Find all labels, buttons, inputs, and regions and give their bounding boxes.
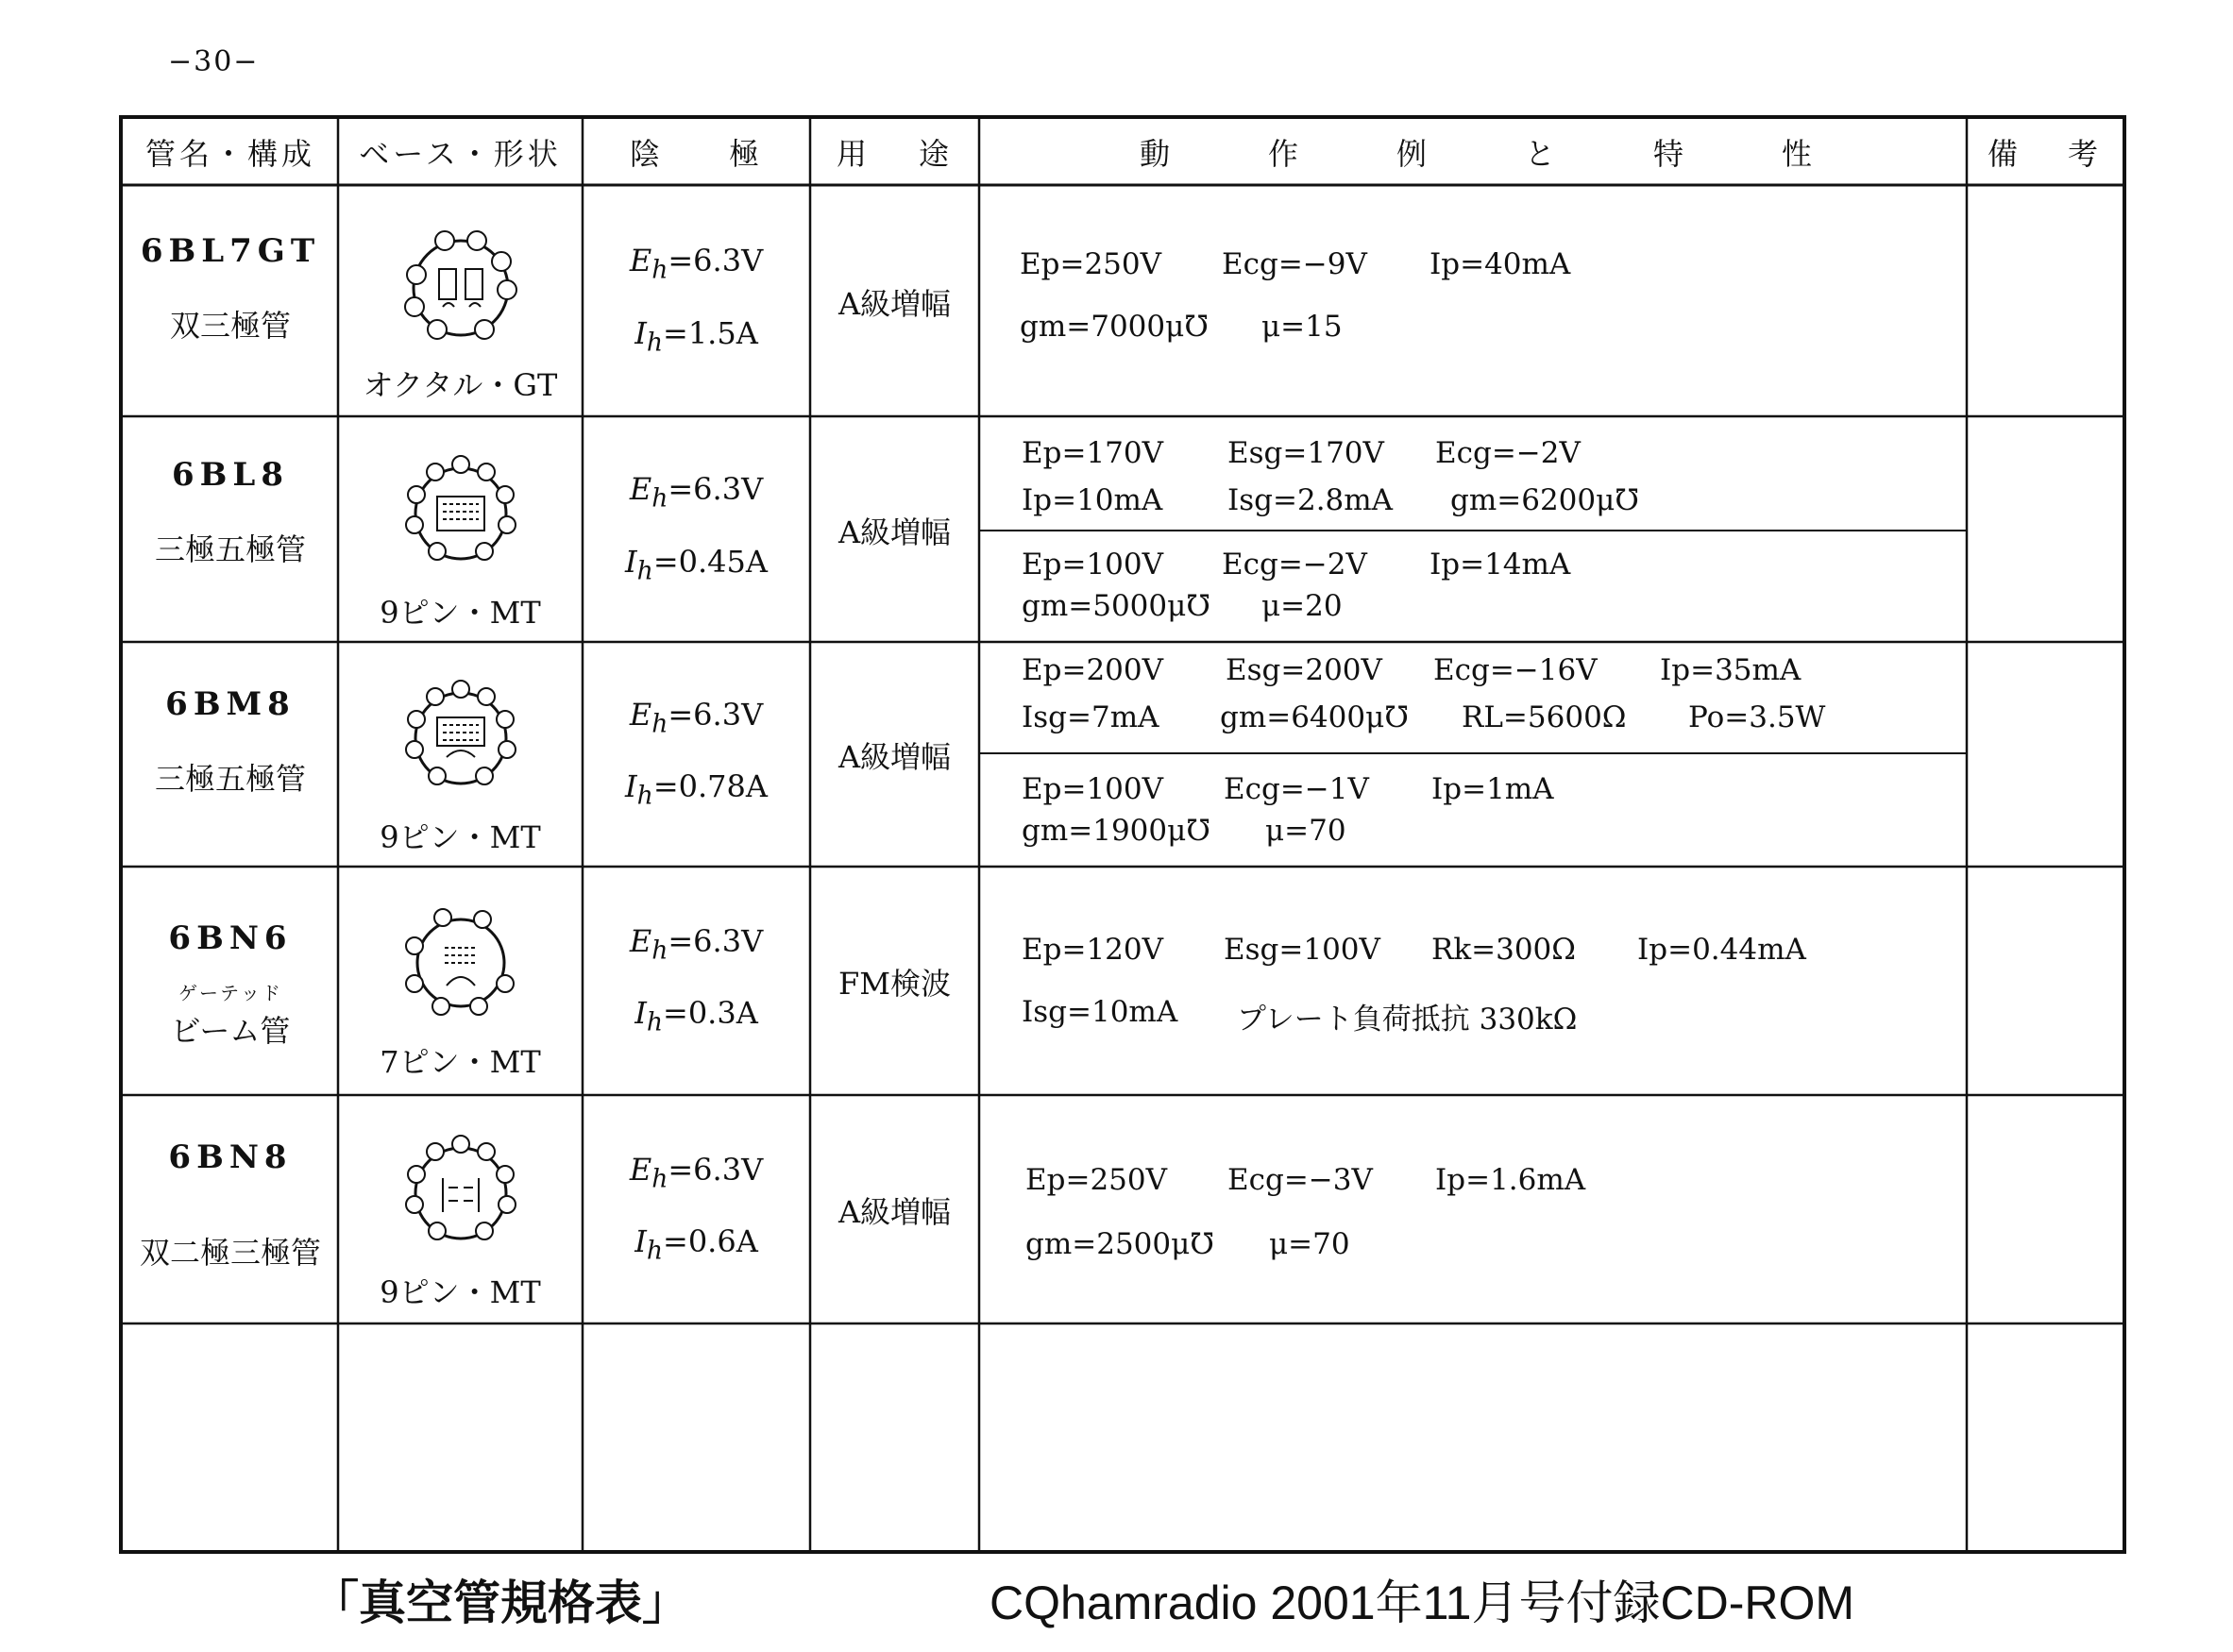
tube-desc-small: ゲーテッド xyxy=(178,982,282,1004)
tube-cell xyxy=(123,644,338,867)
op-value: Ip=14mA xyxy=(1429,548,1571,582)
heater-current: $I_h=1.5A$ xyxy=(634,314,758,357)
op-value: Esg=170V xyxy=(1227,436,1384,470)
tube-cell xyxy=(123,418,338,642)
op-value: Ep=120V xyxy=(1022,933,1164,967)
op-value: プレート負荷抵抗 330kΩ xyxy=(1237,1003,1578,1037)
op-value: Ip=1mA xyxy=(1431,772,1554,806)
base-label: オクタル・GT xyxy=(363,367,558,403)
heater-voltage: $E_h=6.3V$ xyxy=(629,471,764,514)
tube-name: 6BL7GT xyxy=(140,232,321,270)
op-value: Ep=100V xyxy=(1022,772,1164,806)
op-value: Ip=1.6mA xyxy=(1435,1163,1586,1197)
op-value: Ep=250V xyxy=(1025,1163,1168,1197)
op-value: gm=2500μ℧ xyxy=(1025,1227,1214,1261)
cathode-cell xyxy=(583,418,810,642)
tube-cell xyxy=(123,187,338,416)
header-name: 管名・構成 xyxy=(144,136,315,172)
heater-voltage: $E_h=6.3V$ xyxy=(629,1151,764,1193)
tube-cell xyxy=(123,868,338,1095)
op-value: Esg=100V xyxy=(1224,933,1380,967)
cathode-cell xyxy=(583,868,810,1095)
op-value: Ip=10mA xyxy=(1022,483,1163,517)
cathode-cell xyxy=(583,1097,810,1323)
op-value: Po=3.5W xyxy=(1688,700,1826,734)
tube-cell xyxy=(123,1097,338,1323)
base-cell xyxy=(338,187,583,416)
header-use-b: 途 xyxy=(918,136,953,172)
op-value: Ecg=−2V xyxy=(1222,548,1367,582)
op-value: gm=6200μ℧ xyxy=(1450,483,1639,517)
op-value: μ=15 xyxy=(1261,310,1343,344)
op-value: Isg=2.8mA xyxy=(1227,483,1394,517)
tube-name: 6BN8 xyxy=(168,1138,293,1176)
op-value: Isg=7mA xyxy=(1022,700,1159,734)
base-label: 9ピン・MT xyxy=(380,819,541,855)
op-value: Ecg=−3V xyxy=(1227,1163,1373,1197)
op-value: gm=6400μ℧ xyxy=(1220,700,1409,734)
tube-desc: 三極五極管 xyxy=(154,761,306,797)
header-ops-0: 動 xyxy=(1140,136,1175,172)
tube-desc: 双三極管 xyxy=(169,308,291,344)
heater-current: $I_h=0.3A$ xyxy=(634,995,758,1037)
op-value: Esg=200V xyxy=(1226,653,1382,687)
use-cell: A級増幅 xyxy=(837,1194,952,1230)
op-value: Ep=250V xyxy=(1020,247,1162,281)
tube-base-diagram-icon xyxy=(390,1121,532,1263)
heater-voltage: $E_h=6.3V$ xyxy=(629,243,764,285)
op-value: Ip=0.44mA xyxy=(1637,933,1806,967)
op-value: Ecg=−9V xyxy=(1222,247,1367,281)
op-value: Ep=200V xyxy=(1022,653,1164,687)
tube-desc: 三極五極管 xyxy=(154,531,306,567)
header-ops-5: 性 xyxy=(1781,136,1816,172)
use-cell: A級増幅 xyxy=(837,739,952,775)
op-value: Ip=35mA xyxy=(1660,653,1802,687)
header-ops-2: 例 xyxy=(1396,136,1430,172)
header-cathode-b: 極 xyxy=(728,136,763,172)
header-notes-b: 考 xyxy=(2067,136,2102,172)
use-cell: FM検波 xyxy=(838,966,951,1002)
header-use xyxy=(810,119,979,185)
header-notes xyxy=(1967,119,2123,185)
op-value: Ip=40mA xyxy=(1429,247,1571,281)
heater-current: $I_h=0.45A$ xyxy=(625,543,768,585)
footer-title: 「真空管規格表」 xyxy=(312,1576,689,1629)
tube-name: 6BM8 xyxy=(165,685,296,723)
base-cell xyxy=(338,1097,583,1323)
header-ops-1: 作 xyxy=(1267,136,1302,172)
op-value: μ=70 xyxy=(1269,1227,1350,1261)
header-ops-3: と xyxy=(1524,136,1559,172)
op-value: μ=20 xyxy=(1261,589,1343,623)
heater-voltage: $E_h=6.3V$ xyxy=(629,696,764,738)
header-cathode-a: 陰 xyxy=(630,136,665,172)
op-value: gm=7000μ℧ xyxy=(1020,310,1209,344)
use-cell: A級増幅 xyxy=(837,285,952,322)
tube-desc: ビーム管 xyxy=(170,1013,291,1049)
tube-base-diagram-icon xyxy=(390,666,532,808)
heater-current: $I_h=0.78A$ xyxy=(625,768,768,811)
op-value: Ecg=−2V xyxy=(1435,436,1581,470)
header-base: ベース・形状 xyxy=(359,136,562,172)
op-value: μ=70 xyxy=(1265,814,1346,848)
tube-name: 6BN6 xyxy=(168,919,293,957)
header-notes-a: 備 xyxy=(1988,136,2022,172)
cathode-cell xyxy=(583,644,810,867)
base-label: 7ピン・MT xyxy=(380,1044,541,1080)
op-value: gm=1900μ℧ xyxy=(1022,814,1210,848)
heater-current: $I_h=0.6A$ xyxy=(634,1223,758,1266)
cathode-cell xyxy=(583,187,810,416)
op-value: Ecg=−1V xyxy=(1224,772,1369,806)
tube-desc: 双二極三極管 xyxy=(139,1235,321,1271)
op-value: RL=5600Ω xyxy=(1462,700,1627,734)
tube-base-diagram-icon xyxy=(390,891,532,1033)
base-cell xyxy=(338,418,583,642)
tube-name: 6BL8 xyxy=(172,456,289,494)
header-ops xyxy=(979,119,1967,185)
tube-base-diagram-icon xyxy=(390,442,532,583)
op-value: gm=5000μ℧ xyxy=(1022,589,1210,623)
base-label: 9ピン・MT xyxy=(380,595,541,631)
op-value: Ecg=−16V xyxy=(1433,653,1598,687)
header-cathode xyxy=(583,119,810,185)
op-value: Rk=300Ω xyxy=(1431,933,1576,967)
op-value: Ep=170V xyxy=(1022,436,1164,470)
header-ops-4: 特 xyxy=(1652,136,1687,172)
heater-voltage: $E_h=6.3V$ xyxy=(629,922,764,965)
base-cell xyxy=(338,644,583,867)
tube-base-diagram-icon xyxy=(390,214,532,356)
op-value: Isg=10mA xyxy=(1022,995,1178,1029)
footer-source: CQhamradio 2001年11月号付録CD-ROM xyxy=(990,1576,1854,1629)
page-number: −30− xyxy=(168,45,260,78)
base-cell xyxy=(338,868,583,1095)
base-label: 9ピン・MT xyxy=(380,1274,541,1310)
use-cell: A級増幅 xyxy=(837,514,952,550)
header-use-a: 用 xyxy=(837,136,871,172)
op-value: Ep=100V xyxy=(1022,548,1164,582)
